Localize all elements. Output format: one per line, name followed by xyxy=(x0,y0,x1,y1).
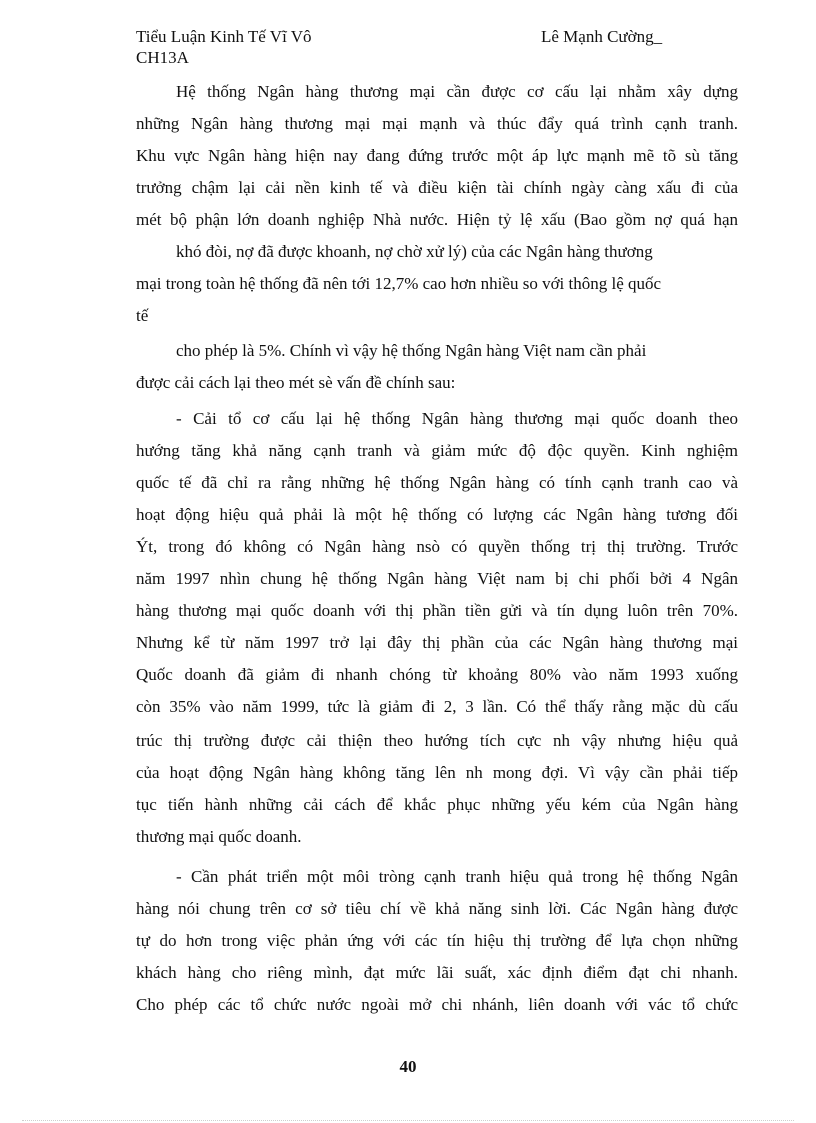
text-line: của hoạt động Ngân hàng không tăng lên nh mong đợi. Vì vậy cần phải tiếp xyxy=(136,763,738,782)
page-number: 40 xyxy=(399,1057,417,1076)
text-line: hàng nói chung trên cơ sở tiêu chí về khả năng sinh lời. Các Ngân hàng được xyxy=(136,899,738,918)
text-line: Hệ thống Ngân hàng thương mại cần được cơ cấu lại nhằm xây dựng xyxy=(176,82,738,101)
header-title-line2: CH13A xyxy=(136,48,189,67)
text-line: hàng thương mại quốc doanh với thị phần tiền gửi và tín dụng luôn trên 70%. xyxy=(136,601,738,620)
header-author: Lê Mạnh Cường_ xyxy=(541,27,663,46)
header-title-line1: Tiểu Luận Kinh Tế Vĩ Vô xyxy=(136,27,312,46)
text-line: khách hàng cho riêng mình, đạt mức lãi suất, xác định điểm đạt chi nhanh. xyxy=(136,963,738,982)
text-line: hướng tăng khả năng cạnh tranh và giảm mức độ độc quyền. Kinh nghiệm xyxy=(136,441,738,460)
text-line: hoạt động hiệu quả phải là một hệ thống có lượng các Ngân hàng tương đối xyxy=(136,505,738,524)
document-body xyxy=(136,0,738,1040)
text-line: trưởng chậm lại cải nền kinh tế và điều kiện tài chính ngày càng xấu đi của xyxy=(136,178,738,197)
text-line: cho phép là 5%. Chính vì vậy hệ thống Ngân hàng Việt nam cần phải xyxy=(176,341,647,360)
text-line: Cho phép các tổ chức nước ngoài mở chi nhánh, liên doanh với vác tổ chức xyxy=(136,995,738,1014)
footer-rule xyxy=(22,1120,794,1121)
text-line: mại trong toàn hệ thống đã nên tới 12,7% cao hơn nhiều so với thông lệ quốc xyxy=(136,274,662,293)
text-line: còn 35% vào năm 1999, tức là giảm đi 2, 3 lần. Có thể thấy rằng mặc dù cấu xyxy=(136,697,738,716)
text-line: được cải cách lại theo mét sè vấn đề chính sau: xyxy=(136,373,456,392)
text-line: thương mại quốc doanh. xyxy=(136,827,302,846)
text-line: những Ngân hàng thương mại mại mạnh và thúc đẩy quá trình cạnh tranh. xyxy=(136,114,738,133)
text-line: Khu vực Ngân hàng hiện nay đang đứng trước một áp lực mạnh mẽ tõ sù tăng xyxy=(136,146,738,165)
text-line: năm 1997 nhìn chung hệ thống Ngân hàng Việt nam bị chi phối bởi 4 Ngân xyxy=(136,569,738,588)
text-line: khó đòi, nợ đã được khoanh, nợ chờ xử lý) của các Ngân hàng thương xyxy=(176,242,653,261)
text-line: - Cần phát triển một môi tròng cạnh tranh hiệu quả trong hệ thống Ngân xyxy=(176,867,738,886)
text-line: tục tiến hành những cải cách để khắc phục những yếu kém của Ngân hàng xyxy=(136,795,738,814)
text-line: mét bộ phận lớn doanh nghiệp Nhà nước. Hiện tỷ lệ xấu (Bao gồm nợ quá hạn xyxy=(136,210,738,229)
text-line: - Cải tổ cơ cấu lại hệ thống Ngân hàng thương mại quốc doanh theo xyxy=(176,409,738,428)
text-line: Quốc doanh đã giảm đi nhanh chóng từ khoảng 80% vào năm 1993 xuống xyxy=(136,665,738,684)
text-line: Nhưng kể từ năm 1997 trở lại đây thị phần của các Ngân hàng thương mại xyxy=(136,633,738,652)
text-line: Ýt, trong đó không có Ngân hàng nsò có quyền thống trị thị trường. Trước xyxy=(136,537,738,556)
text-line: tế xyxy=(136,306,149,325)
text-line: quốc tế đã chỉ ra rằng những hệ thống Ngân hàng có tính cạnh tranh cao và xyxy=(136,473,738,492)
text-line: trúc thị trường được cải thiện theo hướng tích cực nh vậy nhưng hiệu quả xyxy=(136,731,738,750)
text-line: tự do hơn trong việc phản ứng với các tín hiệu thị trường để lựa chọn những xyxy=(136,931,738,950)
